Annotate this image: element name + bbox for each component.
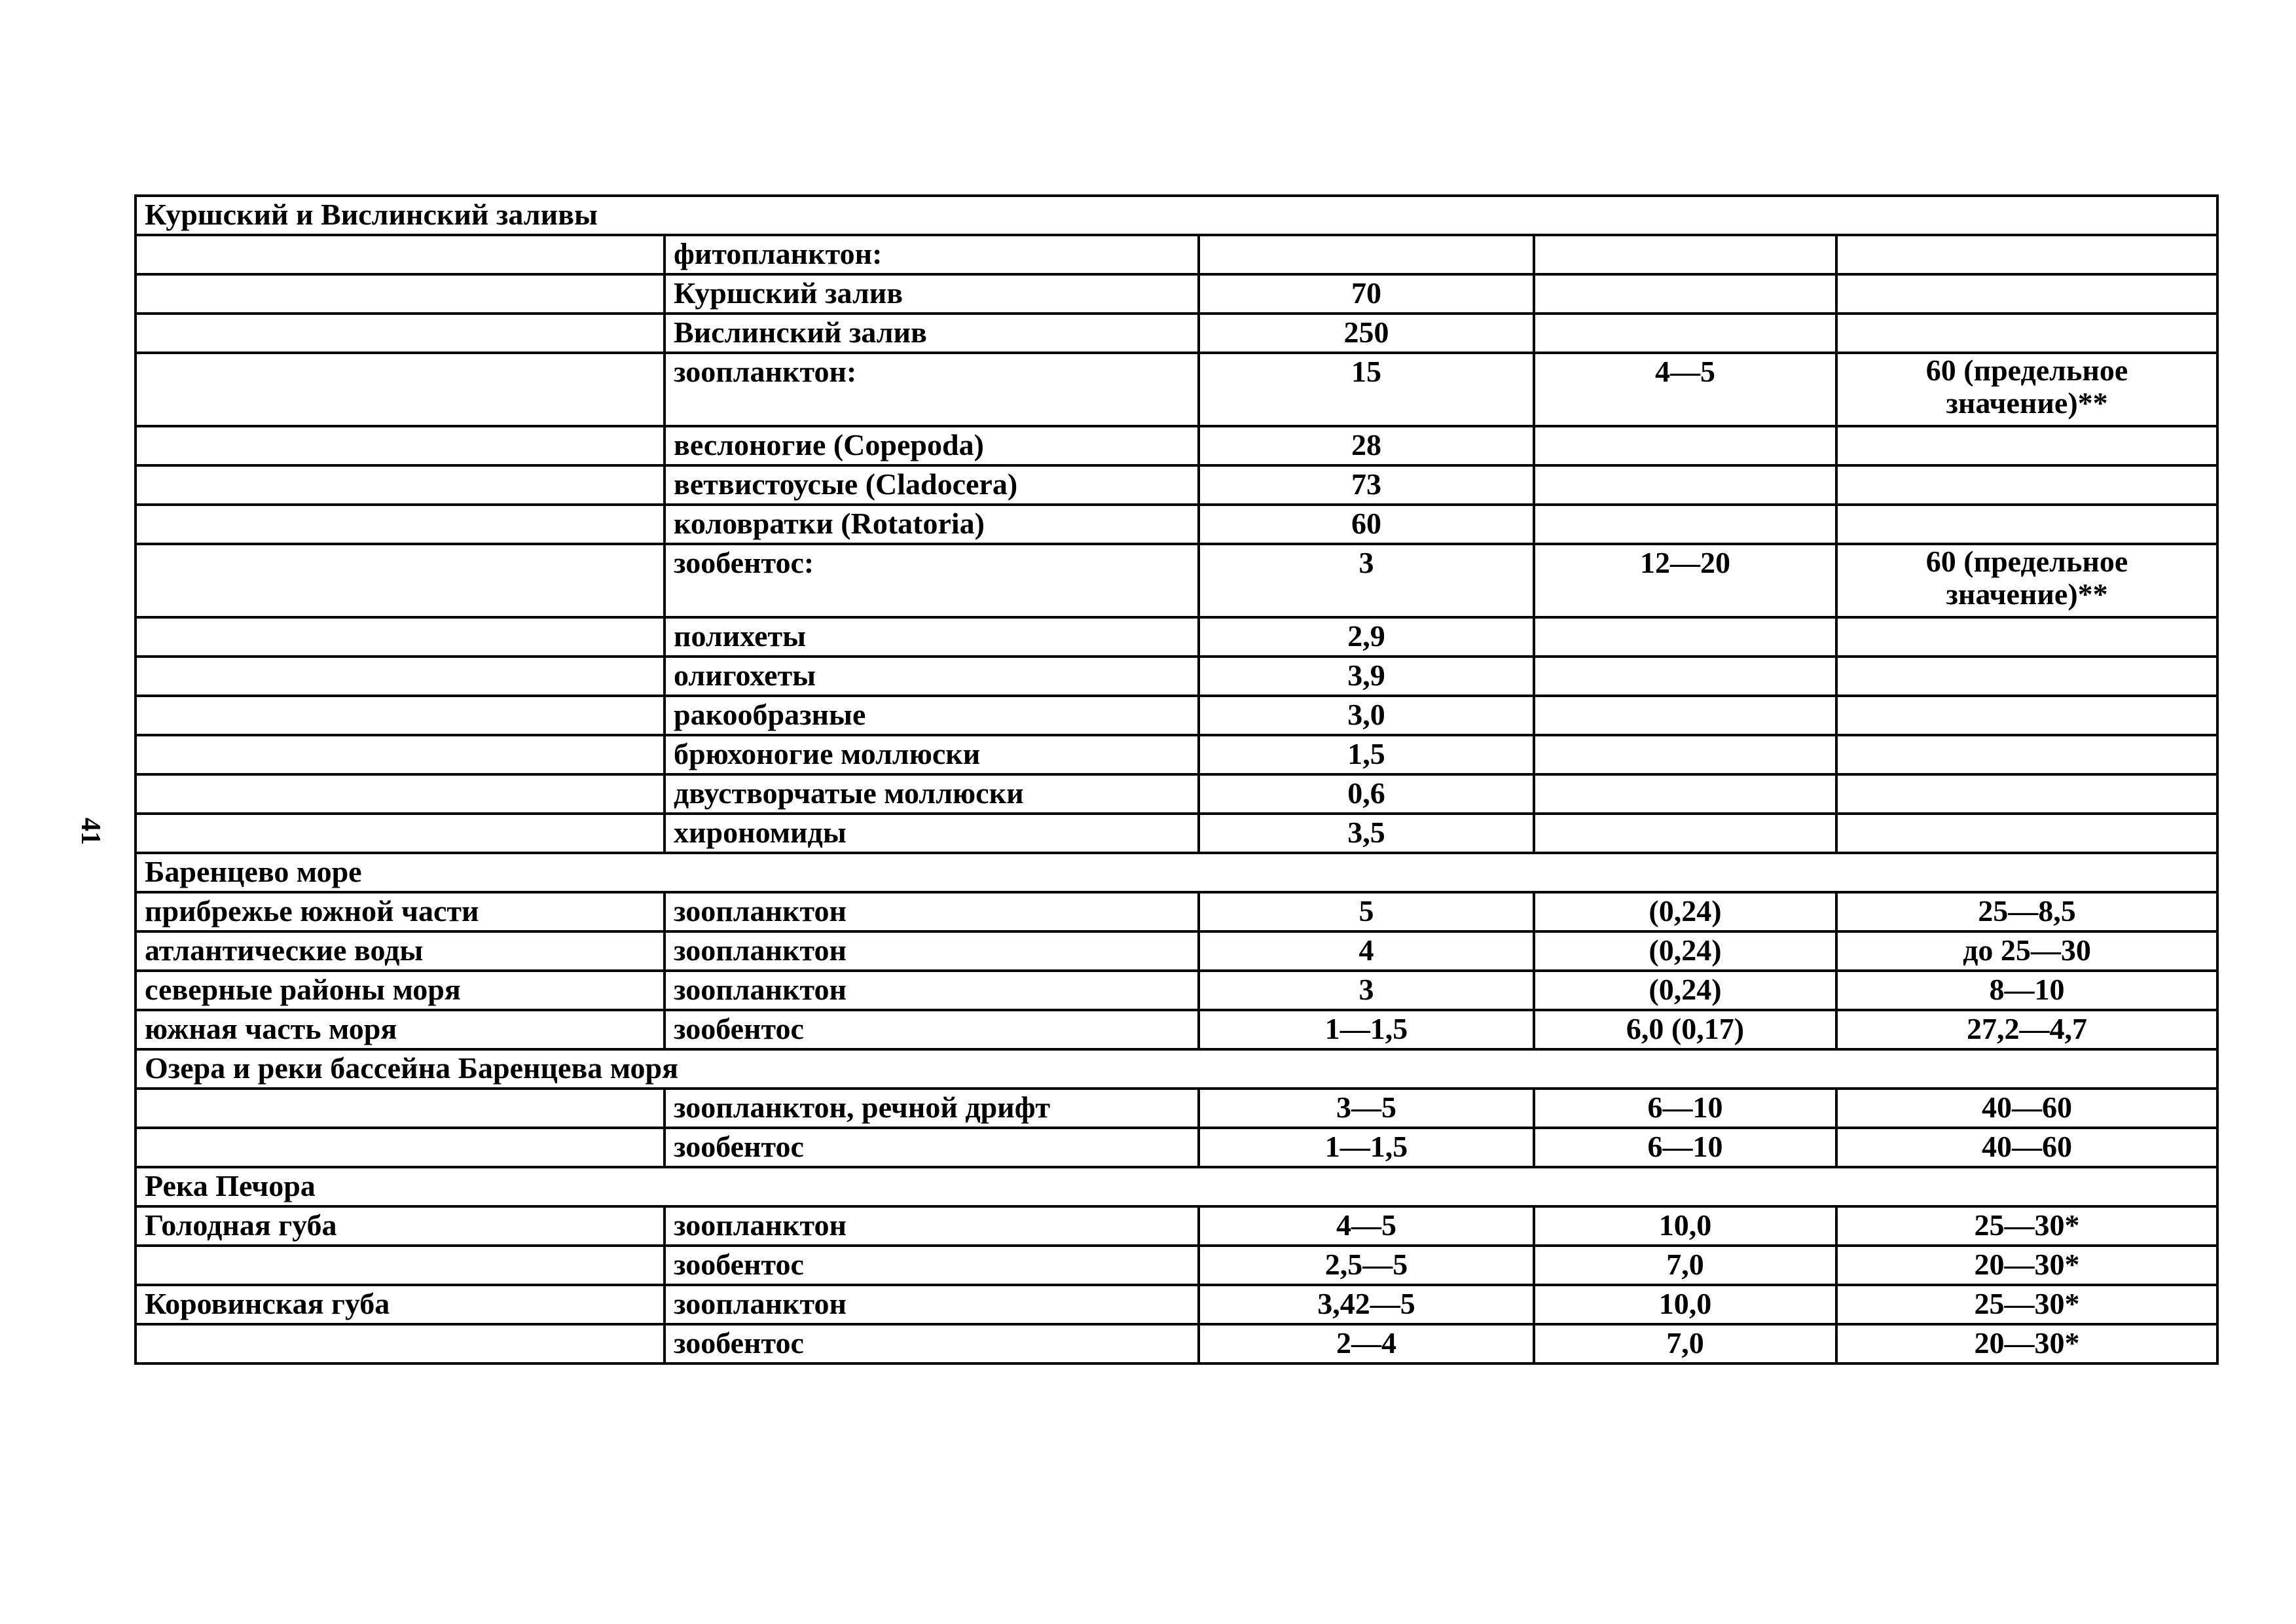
section-title: Баренцево море <box>136 853 2217 892</box>
table-row <box>136 274 2217 314</box>
location-cell <box>136 544 665 617</box>
location-cell: северные районы моря <box>136 971 665 1010</box>
table-row <box>136 1206 2217 1246</box>
table-row <box>136 971 2217 1010</box>
value-cell: 0,6 <box>1199 774 1534 814</box>
limit-cell <box>1836 314 2217 353</box>
limit-cell <box>1836 505 2217 544</box>
range-cell: 6,0 (0,17) <box>1534 1010 1836 1049</box>
limit-cell <box>1836 735 2217 774</box>
limit-cell <box>1836 617 2217 657</box>
organism-group-cell: брюхоногие моллюски <box>665 735 1199 774</box>
limit-cell: 25—30* <box>1836 1206 2217 1246</box>
organism-group-cell: зоопланктон <box>665 931 1199 971</box>
location-cell <box>136 1246 665 1285</box>
limit-cell <box>1836 274 2217 314</box>
section-header-row <box>136 1167 2217 1206</box>
table-row <box>136 735 2217 774</box>
location-cell <box>136 735 665 774</box>
limit-cell: 60 (предельное значение)** <box>1836 544 2217 617</box>
value-cell: 60 <box>1199 505 1534 544</box>
organism-group-cell: олигохеты <box>665 657 1199 696</box>
section-header-row <box>136 196 2217 235</box>
table-row <box>136 1010 2217 1049</box>
range-cell: 6—10 <box>1534 1089 1836 1128</box>
location-cell <box>136 696 665 735</box>
table-row <box>136 657 2217 696</box>
organism-group-cell: зоопланктон <box>665 1206 1199 1246</box>
value-cell: 3—5 <box>1199 1089 1534 1128</box>
organism-group-cell: зоопланктон, речной дрифт <box>665 1089 1199 1128</box>
table-row <box>136 774 2217 814</box>
limit-cell <box>1836 426 2217 465</box>
value-cell: 2—4 <box>1199 1324 1534 1363</box>
data-table <box>134 194 2219 1365</box>
location-cell <box>136 1089 665 1128</box>
range-cell: (0,24) <box>1534 931 1836 971</box>
value-cell: 4—5 <box>1199 1206 1534 1246</box>
value-cell: 1—1,5 <box>1199 1128 1534 1167</box>
range-cell <box>1534 426 1836 465</box>
value-cell: 3,5 <box>1199 814 1534 853</box>
organism-group-cell: двустворчатые моллюски <box>665 774 1199 814</box>
organism-group-cell: зоопланктон <box>665 892 1199 931</box>
limit-cell: 25—30* <box>1836 1285 2217 1324</box>
organism-group-cell: хирономиды <box>665 814 1199 853</box>
limit-cell: 25—8,5 <box>1836 892 2217 931</box>
limit-cell: 40—60 <box>1836 1128 2217 1167</box>
table-row <box>136 1285 2217 1324</box>
organism-group-cell: коловратки (Rotatoria) <box>665 505 1199 544</box>
limit-cell: 20—30* <box>1836 1324 2217 1363</box>
range-cell <box>1534 774 1836 814</box>
location-cell <box>136 505 665 544</box>
limit-cell: 20—30* <box>1836 1246 2217 1285</box>
location-cell <box>136 274 665 314</box>
table-row <box>136 696 2217 735</box>
value-cell: 1—1,5 <box>1199 1010 1534 1049</box>
table-row <box>136 814 2217 853</box>
limit-cell <box>1836 774 2217 814</box>
table-row <box>136 353 2217 426</box>
location-cell <box>136 353 665 426</box>
value-cell: 250 <box>1199 314 1534 353</box>
value-cell: 3,9 <box>1199 657 1534 696</box>
value-cell: 15 <box>1199 353 1534 426</box>
limit-cell: 60 (предельное значение)** <box>1836 353 2217 426</box>
limit-cell <box>1836 235 2217 274</box>
section-header-row <box>136 1049 2217 1089</box>
limit-cell: до 25—30 <box>1836 931 2217 971</box>
section-title: Река Печора <box>136 1167 2217 1206</box>
organism-group-cell: веслоногие (Copepoda) <box>665 426 1199 465</box>
value-cell: 28 <box>1199 426 1534 465</box>
organism-group-cell: Куршский залив <box>665 274 1199 314</box>
table-body <box>136 196 2217 1363</box>
section-title: Озера и реки бассейна Баренцева моря <box>136 1049 2217 1089</box>
range-cell <box>1534 735 1836 774</box>
range-cell: 7,0 <box>1534 1324 1836 1363</box>
range-cell: 10,0 <box>1534 1206 1836 1246</box>
value-cell: 3 <box>1199 971 1534 1010</box>
table-row <box>136 617 2217 657</box>
value-cell: 4 <box>1199 931 1534 971</box>
table-row <box>136 544 2217 617</box>
value-cell: 70 <box>1199 274 1534 314</box>
table-row <box>136 1128 2217 1167</box>
range-cell <box>1534 657 1836 696</box>
organism-group-cell: зообентос <box>665 1324 1199 1363</box>
value-cell: 3,0 <box>1199 696 1534 735</box>
location-cell: Коровинская губа <box>136 1285 665 1324</box>
range-cell <box>1534 814 1836 853</box>
range-cell: 7,0 <box>1534 1246 1836 1285</box>
range-cell <box>1534 465 1836 505</box>
location-cell <box>136 465 665 505</box>
table-row <box>136 426 2217 465</box>
table-row <box>136 465 2217 505</box>
range-cell <box>1534 314 1836 353</box>
range-cell <box>1534 235 1836 274</box>
organism-group-cell: зообентос <box>665 1128 1199 1167</box>
location-cell: южная часть моря <box>136 1010 665 1049</box>
location-cell <box>136 774 665 814</box>
organism-group-cell: зоопланктон <box>665 971 1199 1010</box>
organism-group-cell: зообентос <box>665 1246 1199 1285</box>
limit-cell <box>1836 814 2217 853</box>
table-row <box>136 505 2217 544</box>
location-cell: Голодная губа <box>136 1206 665 1246</box>
location-cell <box>136 235 665 274</box>
value-cell: 2,5—5 <box>1199 1246 1534 1285</box>
location-cell <box>136 426 665 465</box>
location-cell <box>136 814 665 853</box>
range-cell <box>1534 617 1836 657</box>
organism-group-cell: фитопланктон: <box>665 235 1199 274</box>
value-cell: 73 <box>1199 465 1534 505</box>
table-row <box>136 1324 2217 1363</box>
table-row <box>136 1246 2217 1285</box>
table-row <box>136 235 2217 274</box>
limit-cell: 27,2—4,7 <box>1836 1010 2217 1049</box>
value-cell: 1,5 <box>1199 735 1534 774</box>
organism-group-cell: ракообразные <box>665 696 1199 735</box>
range-cell: 12—20 <box>1534 544 1836 617</box>
organism-group-cell: зообентос: <box>665 544 1199 617</box>
table-row <box>136 892 2217 931</box>
limit-cell: 8—10 <box>1836 971 2217 1010</box>
value-cell: 3,42—5 <box>1199 1285 1534 1324</box>
organism-group-cell: полихеты <box>665 617 1199 657</box>
range-cell: (0,24) <box>1534 971 1836 1010</box>
limit-cell <box>1836 465 2217 505</box>
limit-cell <box>1836 657 2217 696</box>
value-cell: 5 <box>1199 892 1534 931</box>
location-cell <box>136 617 665 657</box>
organism-group-cell: зоопланктон <box>665 1285 1199 1324</box>
value-cell: 3 <box>1199 544 1534 617</box>
table-row <box>136 931 2217 971</box>
range-cell: (0,24) <box>1534 892 1836 931</box>
location-cell <box>136 314 665 353</box>
section-header-row <box>136 853 2217 892</box>
range-cell: 4—5 <box>1534 353 1836 426</box>
range-cell <box>1534 505 1836 544</box>
location-cell: атлантические воды <box>136 931 665 971</box>
organism-group-cell: Вислинский залив <box>665 314 1199 353</box>
location-cell: прибрежье южной части <box>136 892 665 931</box>
table-row <box>136 1089 2217 1128</box>
range-cell: 10,0 <box>1534 1285 1836 1324</box>
location-cell <box>136 1128 665 1167</box>
limit-cell: 40—60 <box>1836 1089 2217 1128</box>
location-cell <box>136 1324 665 1363</box>
organism-group-cell: ветвистоусые (Cladocera) <box>665 465 1199 505</box>
value-cell <box>1199 235 1534 274</box>
limit-cell <box>1836 696 2217 735</box>
organism-group-cell: зоопланктон: <box>665 353 1199 426</box>
value-cell: 2,9 <box>1199 617 1534 657</box>
range-cell <box>1534 696 1836 735</box>
location-cell <box>136 657 665 696</box>
range-cell: 6—10 <box>1534 1128 1836 1167</box>
organism-group-cell: зообентос <box>665 1010 1199 1049</box>
section-title: Куршский и Вислинский заливы <box>136 196 2217 235</box>
page-number: 41 <box>75 818 105 845</box>
range-cell <box>1534 274 1836 314</box>
table-row <box>136 314 2217 353</box>
